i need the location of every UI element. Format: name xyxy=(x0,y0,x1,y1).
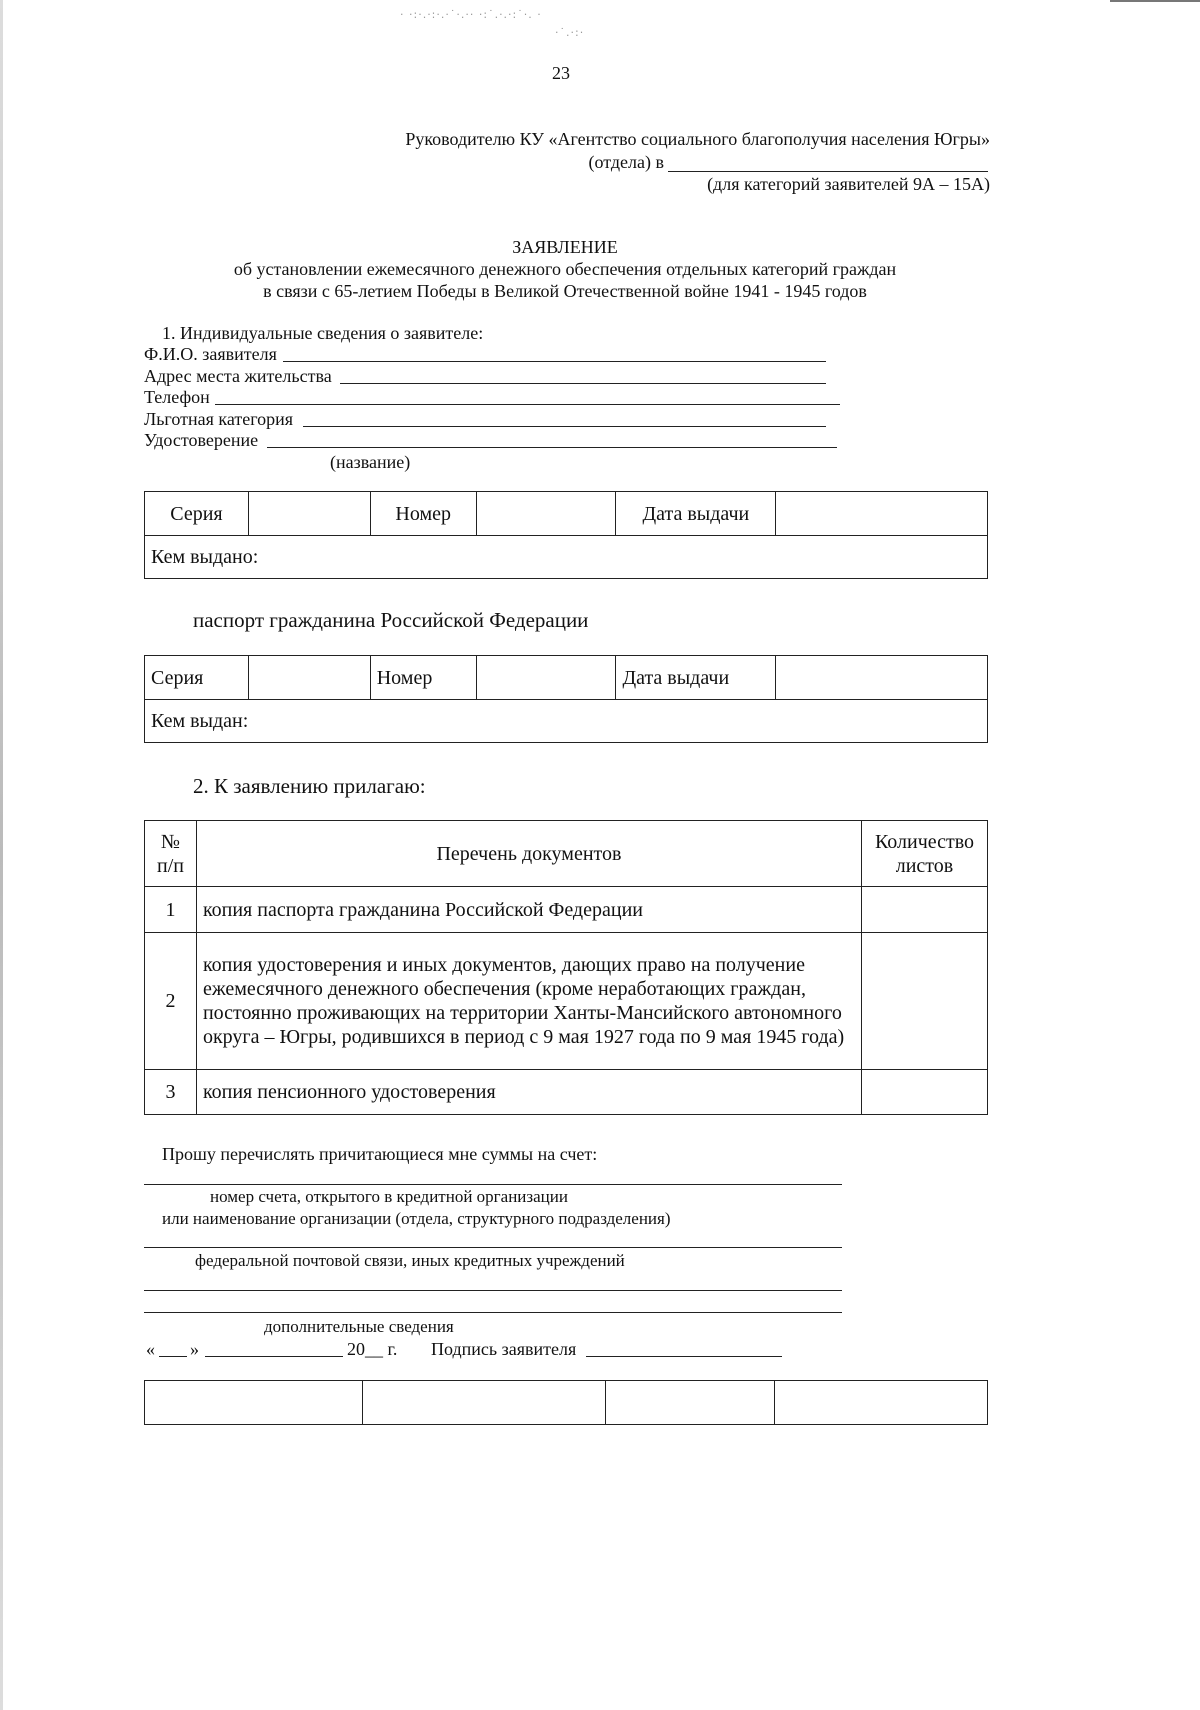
table-row xyxy=(145,933,988,1070)
organization-name-line[interactable] xyxy=(144,1247,842,1248)
document-subtitle-1: об установлении ежемесячного денежного обеспечения отдельных категорий граждан xyxy=(233,259,897,279)
certificate-label: Удостоверение xyxy=(144,430,259,450)
scan-noise: ·˙.·:· xyxy=(555,26,585,39)
fio-field[interactable] xyxy=(283,361,826,362)
row-number: 2 xyxy=(145,933,197,1070)
address-field[interactable] xyxy=(340,383,826,384)
date-day-field[interactable] xyxy=(159,1356,187,1357)
payment-note-2: или наименование организации (отдела, структурного подразделения) xyxy=(162,1209,671,1228)
payment-request: Прошу перечислять причитающиеся мне суммы на счет: xyxy=(162,1144,598,1164)
cert-issue-date-label: Дата выдачи xyxy=(616,492,776,536)
col-quantity-header-line-1: Количество xyxy=(874,830,975,853)
certificate-details-table xyxy=(144,491,988,579)
passport-issued-by-field[interactable] xyxy=(145,700,988,743)
fio-label: Ф.И.О. заявителя xyxy=(144,344,277,364)
addressee-line-3: (для категорий заявителей 9А – 15А) xyxy=(707,174,990,194)
office-cell[interactable] xyxy=(145,1381,363,1425)
phone-label: Телефон xyxy=(144,387,210,407)
scan-noise: · ·:·.·:·.·˙·.·· ·:˙.·.·:˙·. · xyxy=(400,8,542,21)
office-use-table xyxy=(144,1380,988,1425)
row-quantity-field[interactable] xyxy=(862,887,988,933)
additional-info-line-1[interactable] xyxy=(144,1290,842,1291)
passport-number-field[interactable] xyxy=(476,656,616,700)
table-row xyxy=(145,1070,988,1115)
attachments-table xyxy=(144,820,988,1115)
col-number-header-line-1: № xyxy=(160,830,181,853)
additional-info-line-2[interactable] xyxy=(144,1312,842,1313)
cert-series-field[interactable] xyxy=(248,492,370,536)
col-documents-header: Перечень документов xyxy=(196,821,861,887)
section2-heading: 2. К заявлению прилагаю: xyxy=(193,774,426,798)
date-month-field[interactable] xyxy=(205,1356,343,1357)
row-document: копия паспорта гражданина Российской Федерации xyxy=(196,887,861,933)
col-quantity-header xyxy=(862,821,988,887)
row-number: 1 xyxy=(145,887,197,933)
date-close-quote: » xyxy=(190,1339,199,1359)
col-quantity-header-line-2: листов xyxy=(895,854,954,877)
passport-series-field[interactable] xyxy=(248,656,370,700)
table-row xyxy=(145,887,988,933)
cert-issued-by-label: Кем выдано: xyxy=(151,546,259,568)
payment-note-1: номер счета, открытого в кредитной организации xyxy=(210,1187,568,1206)
passport-issue-date-label: Дата выдачи xyxy=(616,656,776,700)
col-number-header xyxy=(145,821,197,887)
phone-field[interactable] xyxy=(215,404,840,405)
passport-series-label: Серия xyxy=(145,656,249,700)
passport-issued-by-label: Кем выдан: xyxy=(151,710,249,732)
row-document: копия удостоверения и иных документов, дающих право на получение ежемесячного денежного обеспечения (кроме неработающих граждан, постоянно проживающих на территории Ханты-Мансийского автономного округа – Югры, родившихся в период с 9 мая 1927 года по 9 мая 1945 года) xyxy=(196,933,861,1070)
page-number: 23 xyxy=(552,63,570,83)
category-label: Льготная категория xyxy=(144,409,294,429)
page-top-right-mark xyxy=(1110,0,1200,2)
cert-series-label: Серия xyxy=(145,492,249,536)
department-name-line xyxy=(668,171,988,172)
addressee-line-2-prefix: (отдела) в xyxy=(588,152,664,172)
certificate-field[interactable] xyxy=(267,447,837,448)
row-quantity-field[interactable] xyxy=(862,1070,988,1115)
cert-issued-by-field[interactable] xyxy=(145,536,988,579)
section1-heading: 1. Индивидуальные сведения о заявителе: xyxy=(162,323,484,343)
date-year: 20__ г. xyxy=(347,1339,398,1359)
cert-issue-date-field[interactable] xyxy=(776,492,988,536)
signature-field[interactable] xyxy=(586,1356,782,1357)
passport-number-label: Номер xyxy=(370,656,476,700)
row-document: копия пенсионного удостоверения xyxy=(196,1070,861,1115)
cert-number-field[interactable] xyxy=(476,492,616,536)
account-number-line[interactable] xyxy=(144,1184,842,1185)
document-subtitle-2: в связи с 65-летием Победы в Великой Отечественной войне 1941 - 1945 годов xyxy=(263,281,867,301)
passport-details-table xyxy=(144,655,988,743)
row-quantity-field[interactable] xyxy=(862,933,988,1070)
office-cell[interactable] xyxy=(606,1381,775,1425)
document-title: ЗАЯВЛЕНИЕ xyxy=(512,237,618,257)
col-number-header-line-2: п/п xyxy=(156,854,184,877)
office-cell[interactable] xyxy=(775,1381,988,1425)
category-field[interactable] xyxy=(303,426,826,427)
date-open-quote: « xyxy=(146,1339,155,1359)
addressee-line-1: Руководителю КУ «Агентство социального благополучия населения Югры» xyxy=(405,129,990,149)
passport-heading: паспорт гражданина Российской Федерации xyxy=(193,608,589,632)
passport-issue-date-field[interactable] xyxy=(776,656,988,700)
cert-number-label: Номер xyxy=(370,492,476,536)
payment-note-3: федеральной почтовой связи, иных кредитных учреждений xyxy=(195,1251,625,1270)
payment-note-4: дополнительные сведения xyxy=(264,1317,454,1336)
signature-label: Подпись заявителя xyxy=(431,1339,577,1359)
office-cell[interactable] xyxy=(362,1381,606,1425)
row-number: 3 xyxy=(145,1070,197,1115)
address-label: Адрес места жительства xyxy=(144,366,332,386)
certificate-note: (название) xyxy=(330,452,411,472)
